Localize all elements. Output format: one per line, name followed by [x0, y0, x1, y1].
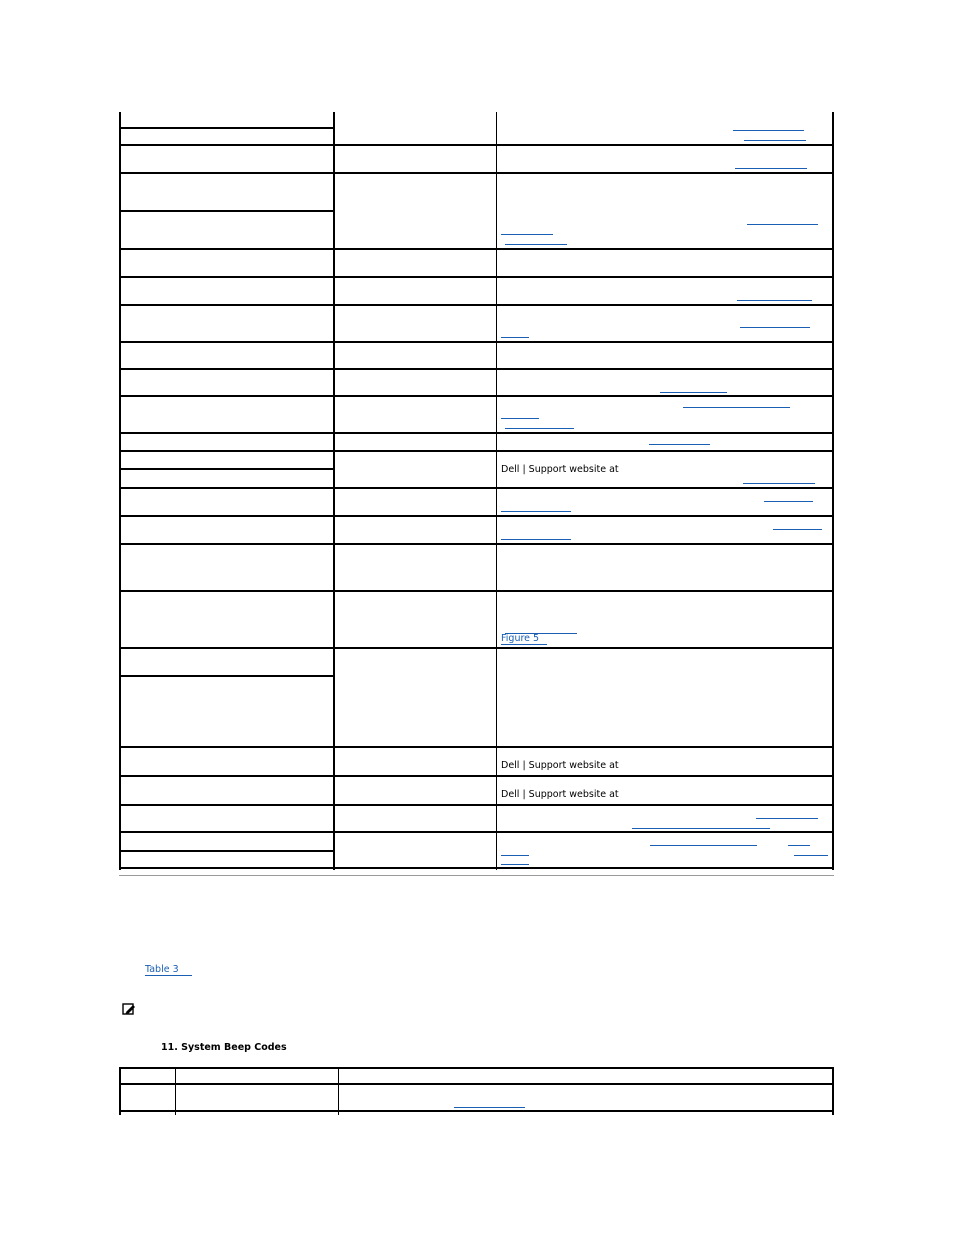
link-underline[interactable] [650, 845, 757, 846]
link-underline[interactable] [683, 407, 790, 408]
beep-codes-caption: 11. System Beep Codes [161, 1042, 287, 1053]
note-icon [122, 1002, 136, 1016]
dell-support-text: Dell | Support website at [501, 760, 619, 771]
link-underline[interactable] [744, 140, 806, 141]
dell-support-text: Dell | Support website at [501, 789, 619, 800]
link-underline[interactable] [794, 855, 828, 856]
figure-5-link[interactable]: Figure 5 [501, 633, 540, 644]
link-underline[interactable] [660, 392, 727, 393]
link-underline[interactable] [764, 501, 813, 502]
table-3-link[interactable]: Table 3 [145, 964, 179, 975]
link-underline[interactable] [632, 828, 770, 829]
link-underline[interactable] [454, 1107, 525, 1108]
link-underline[interactable] [501, 855, 529, 856]
link-underline[interactable] [743, 483, 815, 484]
link-underline[interactable] [733, 130, 804, 131]
link-underline[interactable] [737, 300, 812, 301]
link-underline[interactable] [756, 818, 818, 819]
dell-support-text: Dell | Support website at [501, 464, 619, 475]
link-underline[interactable] [505, 244, 567, 245]
link-underline[interactable] [501, 511, 571, 512]
link-underline[interactable] [501, 234, 553, 235]
link-underline[interactable] [501, 418, 539, 419]
link-underline[interactable] [740, 327, 810, 328]
link-underline[interactable] [501, 337, 529, 338]
link-underline[interactable] [505, 428, 574, 429]
link-underline[interactable] [649, 444, 710, 445]
section-divider [119, 875, 834, 876]
link-underline[interactable] [788, 845, 810, 846]
link-underline[interactable] [501, 539, 571, 540]
link-underline[interactable] [773, 529, 822, 530]
link-underline[interactable] [747, 224, 818, 225]
figure-5-link-underline[interactable] [501, 644, 547, 645]
table-3-link-underline[interactable] [145, 975, 192, 976]
link-underline[interactable] [735, 168, 807, 169]
link-underline[interactable] [501, 864, 529, 865]
